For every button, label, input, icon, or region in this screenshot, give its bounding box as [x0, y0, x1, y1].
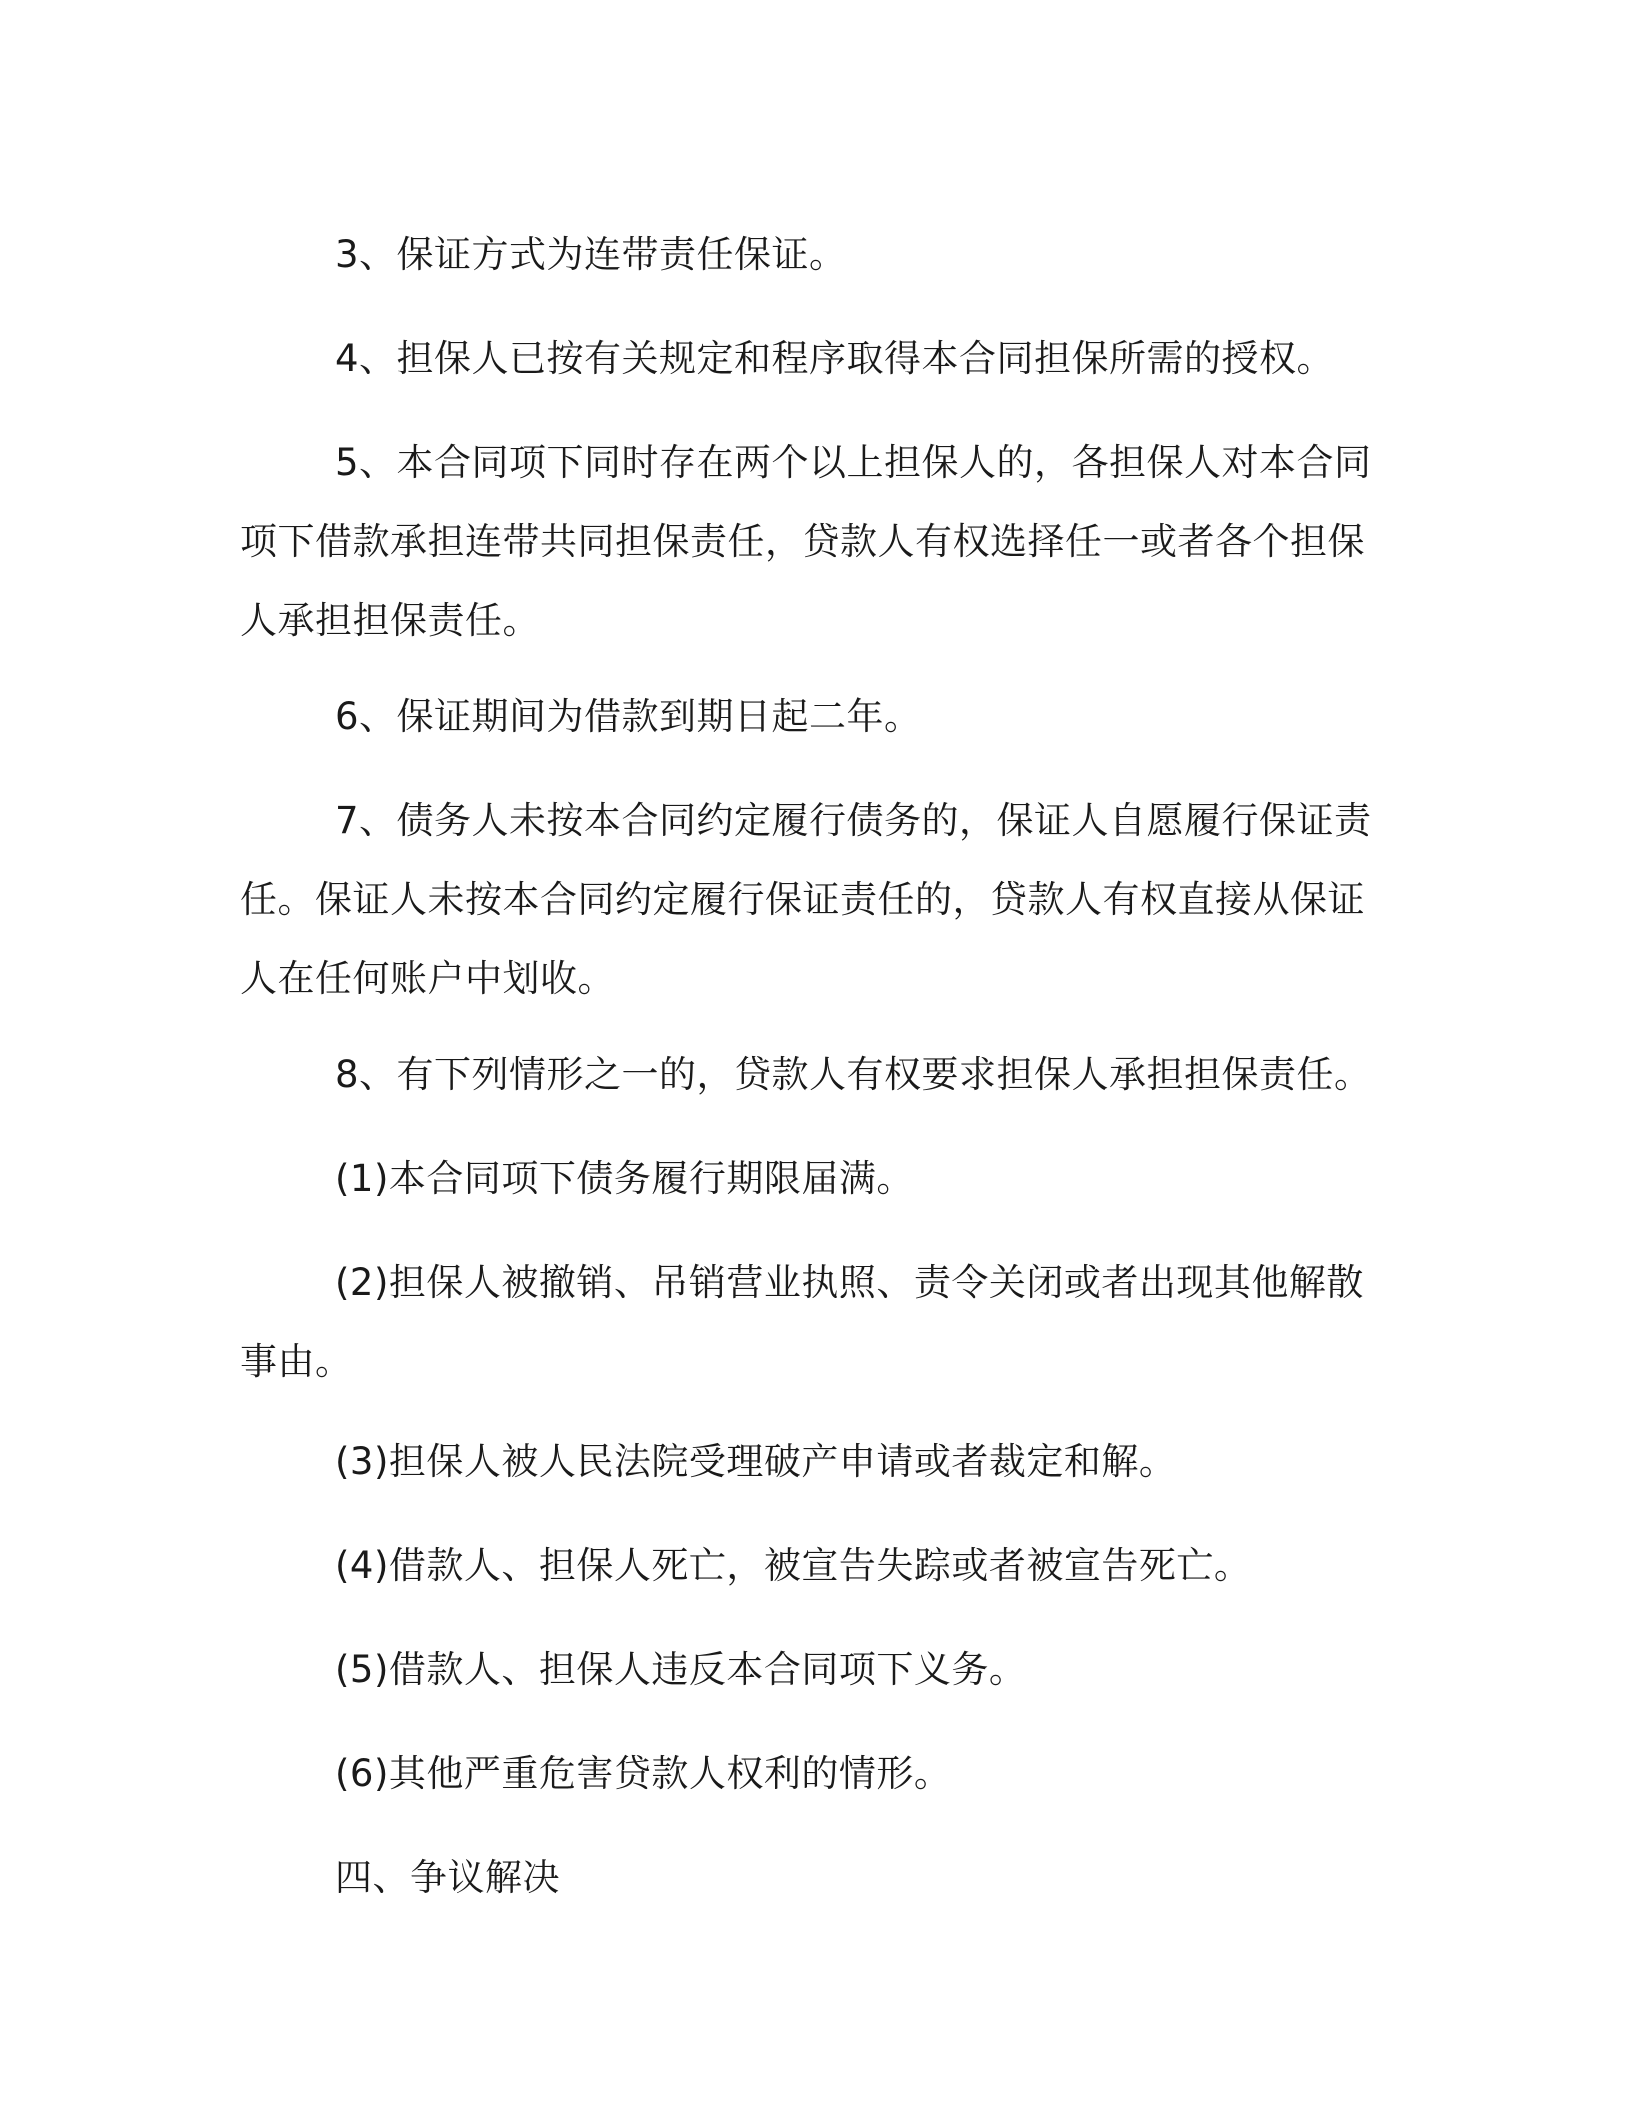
- clause-4: 4、担保人已按有关规定和程序取得本合同担保所需的授权。: [335, 337, 1335, 380]
- clause-5: 5、本合同项下同时存在两个以上担保人的，各担保人对本合同项下借款承担连带共同担保责任，贷款人有权选择任一或者各个担保人承担担保责任。: [240, 441, 1372, 642]
- clause-8: 8、有下列情形之一的，贷款人有权要求担保人承担担保责任。: [335, 1053, 1372, 1096]
- clause-8-item-2: (2)担保人被撤销、吊销营业执照、责令关闭或者出现其他解散事由。: [240, 1261, 1364, 1383]
- section-heading-dispute-resolution: 四、争议解决: [335, 1856, 560, 1899]
- clause-8-item-6: (6)其他严重危害贷款人权利的情形。: [335, 1752, 952, 1795]
- clause-8-item-4: (4)借款人、担保人死亡，被宣告失踪或者被宣告死亡。: [335, 1544, 1252, 1587]
- clause-7: 7、债务人未按本合同约定履行债务的，保证人自愿履行保证责任。保证人未按本合同约定履行保证责任的，贷款人有权直接从保证人在任何账户中划收。: [240, 799, 1372, 1000]
- clause-6: 6、保证期间为借款到期日起二年。: [335, 695, 922, 738]
- clause-3: 3、保证方式为连带责任保证。: [335, 233, 847, 276]
- clause-8-item-1: (1)本合同项下债务履行期限届满。: [335, 1157, 914, 1200]
- clause-8-item-5: (5)借款人、担保人违反本合同项下义务。: [335, 1648, 1027, 1691]
- clause-8-item-3: (3)担保人被人民法院受理破产申请或者裁定和解。: [335, 1440, 1177, 1483]
